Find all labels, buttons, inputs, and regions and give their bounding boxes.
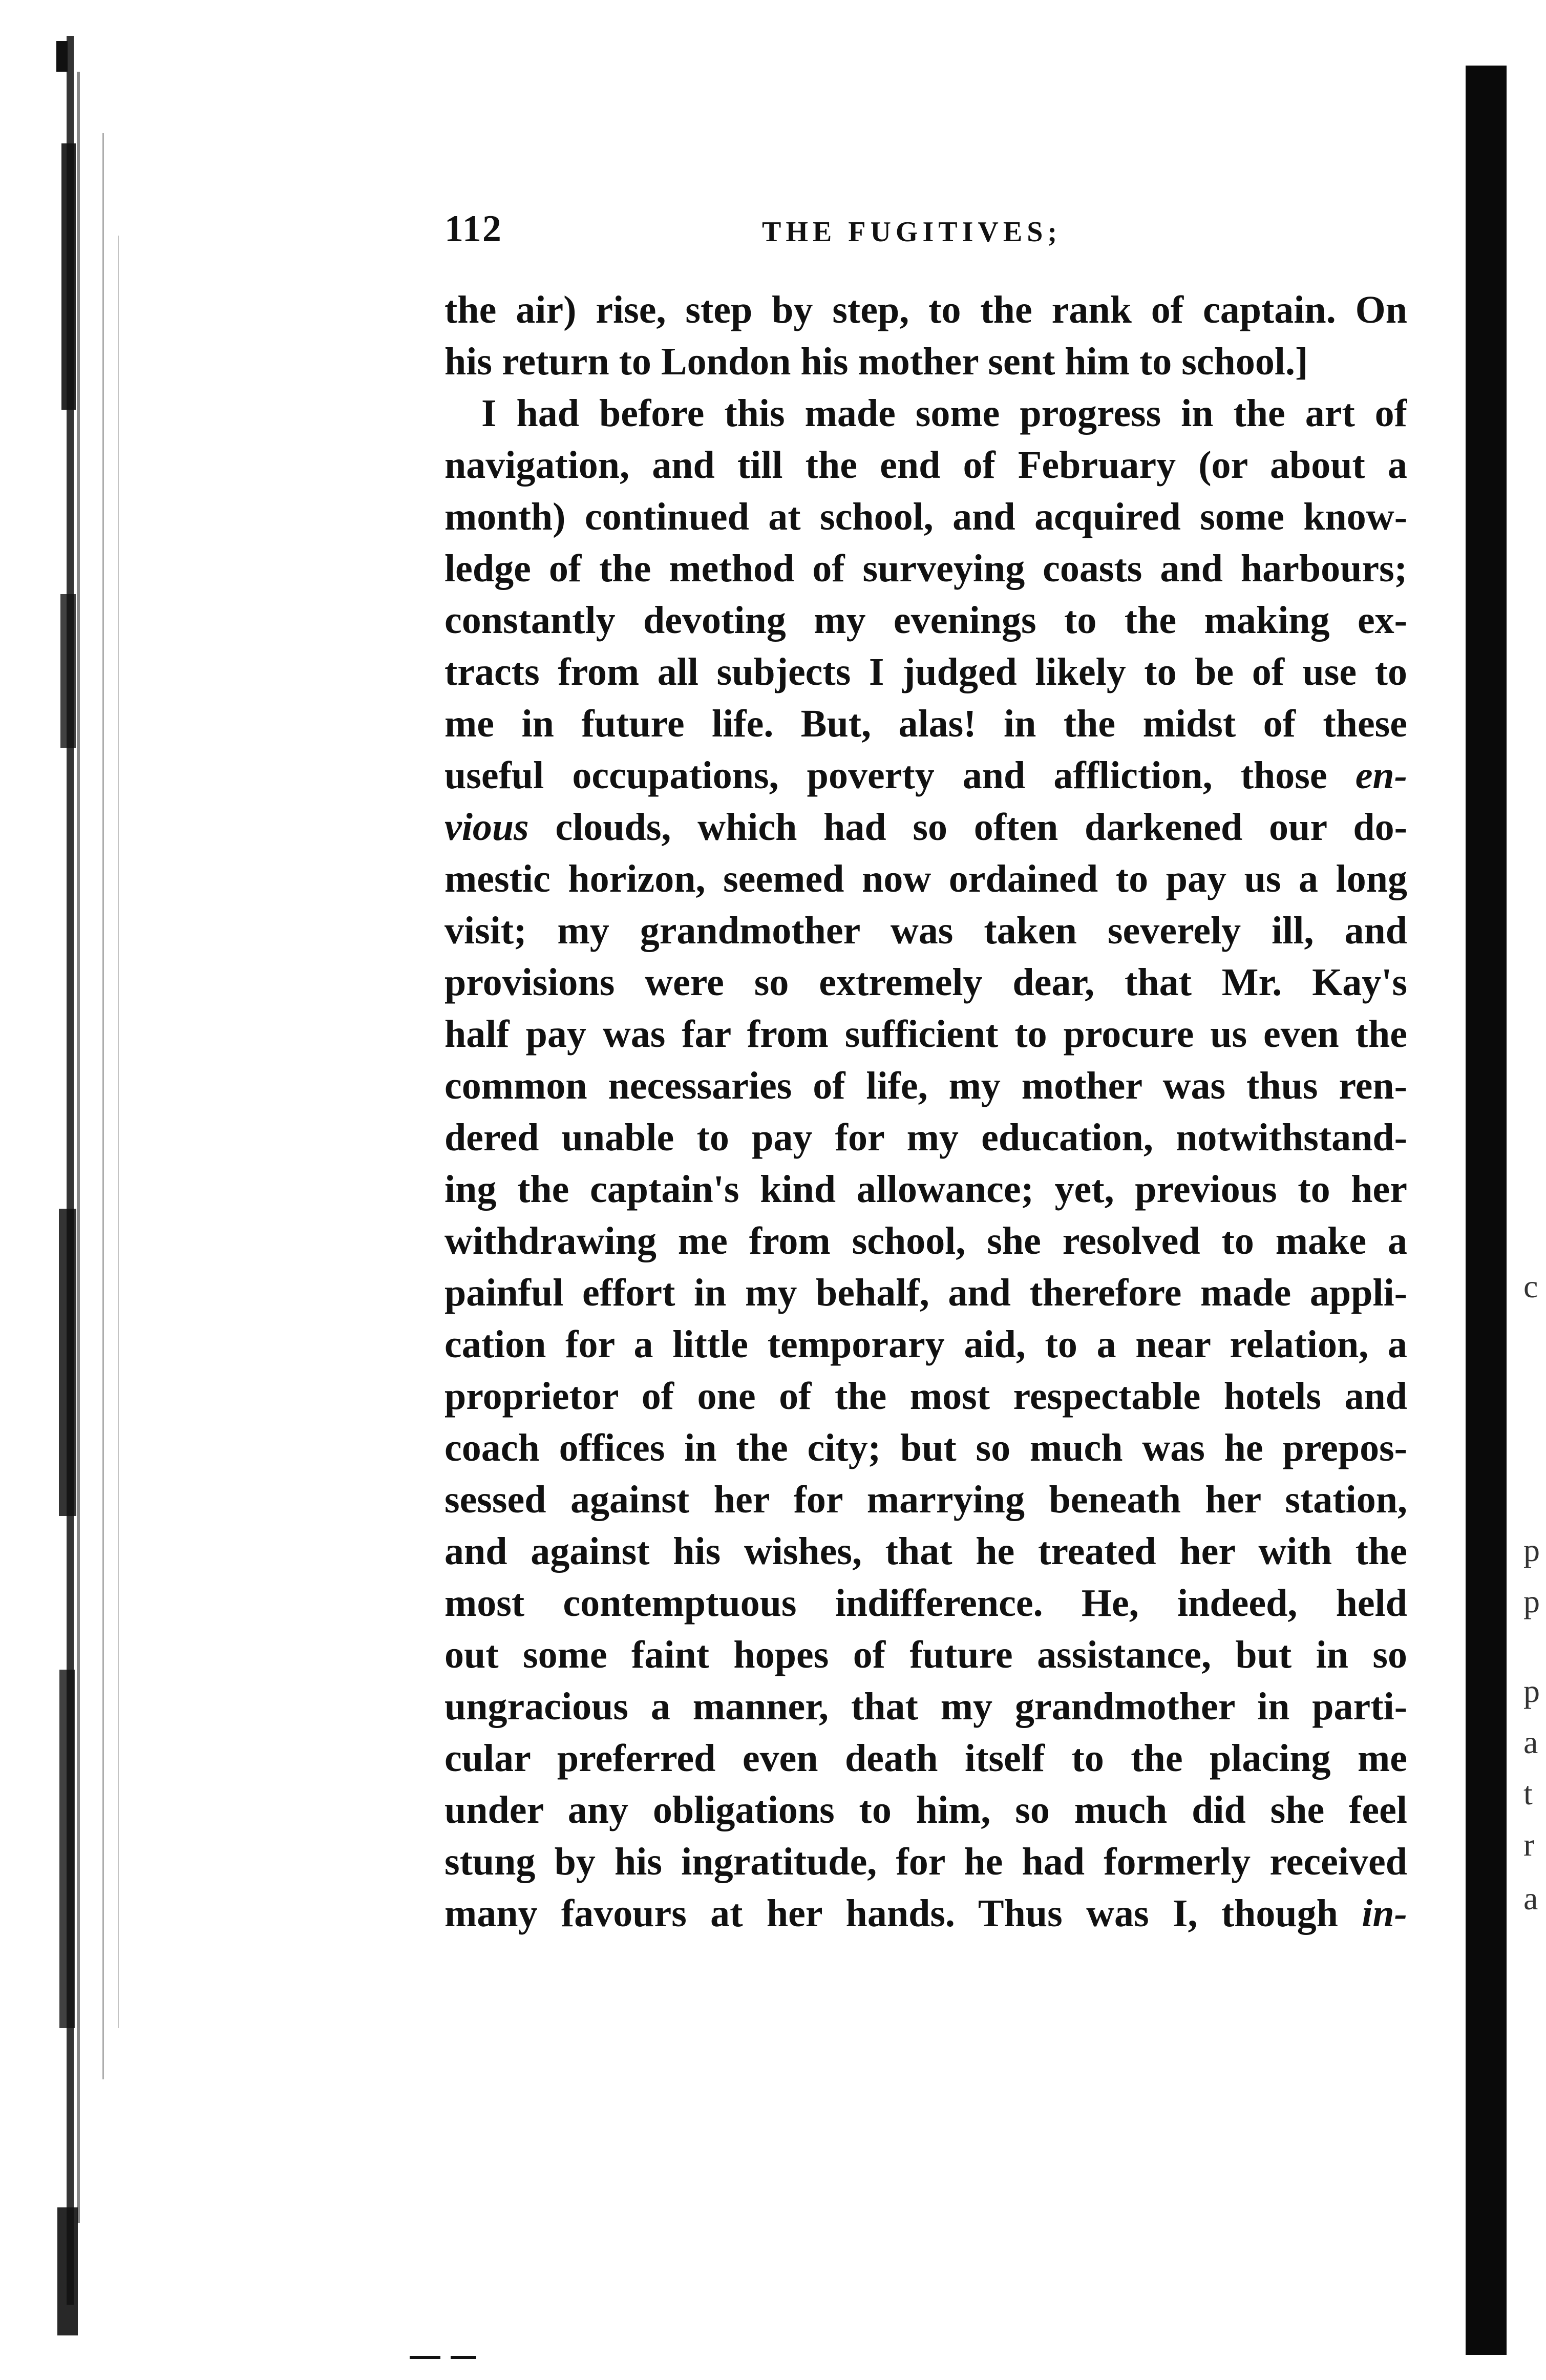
right-binding-shadow (1466, 66, 1507, 2355)
text-line: navigation, and till the end of February (or about a (444, 444, 1407, 487)
text-line: tracts from all subjects I judged likely to be of use to (444, 650, 1407, 693)
text-line-with-italic (444, 1888, 1407, 1940)
text-line: painful effort in my behalf, and therefore made appli- (444, 1271, 1407, 1314)
text-line: withdrawing me from school, she resolved to make a (444, 1219, 1407, 1262)
text-line: ing the captain's kind allowance; yet, previous to her (444, 1168, 1407, 1211)
text-fragment: useful occupations, poverty and affliction, those (444, 754, 1356, 797)
italic-fragment: in- (1362, 1892, 1407, 1935)
page-header (444, 207, 1407, 259)
text-line: most contemptuous indifference. He, indeed, held (444, 1582, 1407, 1625)
bleed-through-letter: a (1523, 1724, 1538, 1760)
text-line: the air) rise, step by step, to the rank of captain. On (444, 288, 1407, 331)
text-line: month) continued at school, and acquired some know- (444, 495, 1407, 538)
text-line: I had before this made some progress in the art of (481, 392, 1407, 435)
text-line: proprietor of one of the most respectable hotels and (444, 1375, 1407, 1418)
bleed-through-letter: r (1523, 1826, 1535, 1863)
text-line: constantly devoting my evenings to the making ex- (444, 599, 1407, 642)
text-line: common necessaries of life, my mother was thus ren- (444, 1064, 1407, 1107)
text-line: his return to London his mother sent him to school.] (444, 340, 1308, 383)
left-gutter-scan-artifact (46, 31, 143, 2366)
text-line: stung by his ingratitude, for he had formerly received (444, 1840, 1407, 1883)
page-number: 112 (444, 208, 502, 250)
bleed-through-letter: p (1523, 1532, 1540, 1568)
bleed-through-letter: a (1523, 1880, 1538, 1916)
text-fragment: many favours at her hands. Thus was I, though (444, 1892, 1362, 1935)
italic-fragment: en- (1355, 754, 1407, 797)
footer-scan-marks (410, 2356, 512, 2361)
text-line: ungracious a manner, that my grandmother in parti- (444, 1685, 1407, 1728)
text-line: and against his wishes, that he treated her with the (444, 1530, 1407, 1573)
bleed-through-letter: t (1523, 1775, 1533, 1812)
running-head: THE FUGITIVES; (762, 216, 1062, 248)
text-line: under any obligations to him, so much did she feel (444, 1788, 1407, 1831)
text-line: half pay was far from sufficient to procure us even the (444, 1013, 1407, 1056)
text-line: dered unable to pay for my education, notwithstand- (444, 1116, 1407, 1159)
text-line: me in future life. But, alas! in the midst of these (444, 702, 1407, 745)
text-line: visit; my grandmother was taken severely ill, and (444, 909, 1407, 952)
bleed-through-letter: c (1523, 1268, 1538, 1304)
text-line: cation for a little temporary aid, to a near relation, a (444, 1323, 1407, 1366)
text-fragment: clouds, which had so often darkened our do- (528, 806, 1407, 849)
text-line: cular preferred even death itself to the placing me (444, 1737, 1407, 1780)
body-text (444, 284, 1407, 1940)
text-line: out some faint hopes of future assistance, but in so (444, 1633, 1407, 1676)
text-line: provisions were so extremely dear, that Mr. Kay's (444, 961, 1407, 1004)
text-line: mestic horizon, seemed now ordained to pay us a long (444, 857, 1407, 900)
text-line: sessed against her for marrying beneath her station, (444, 1478, 1407, 1521)
text-line: coach offices in the city; but so much was he prepos- (444, 1426, 1407, 1469)
bleed-through-letter: p (1523, 1673, 1540, 1709)
bleed-through-letter: p (1523, 1583, 1540, 1619)
text-line: ledge of the method of surveying coasts and harbours; (444, 547, 1407, 590)
text-line-with-italic (444, 802, 1407, 853)
text-line-with-italic (444, 750, 1407, 802)
italic-fragment: vious (444, 806, 529, 849)
